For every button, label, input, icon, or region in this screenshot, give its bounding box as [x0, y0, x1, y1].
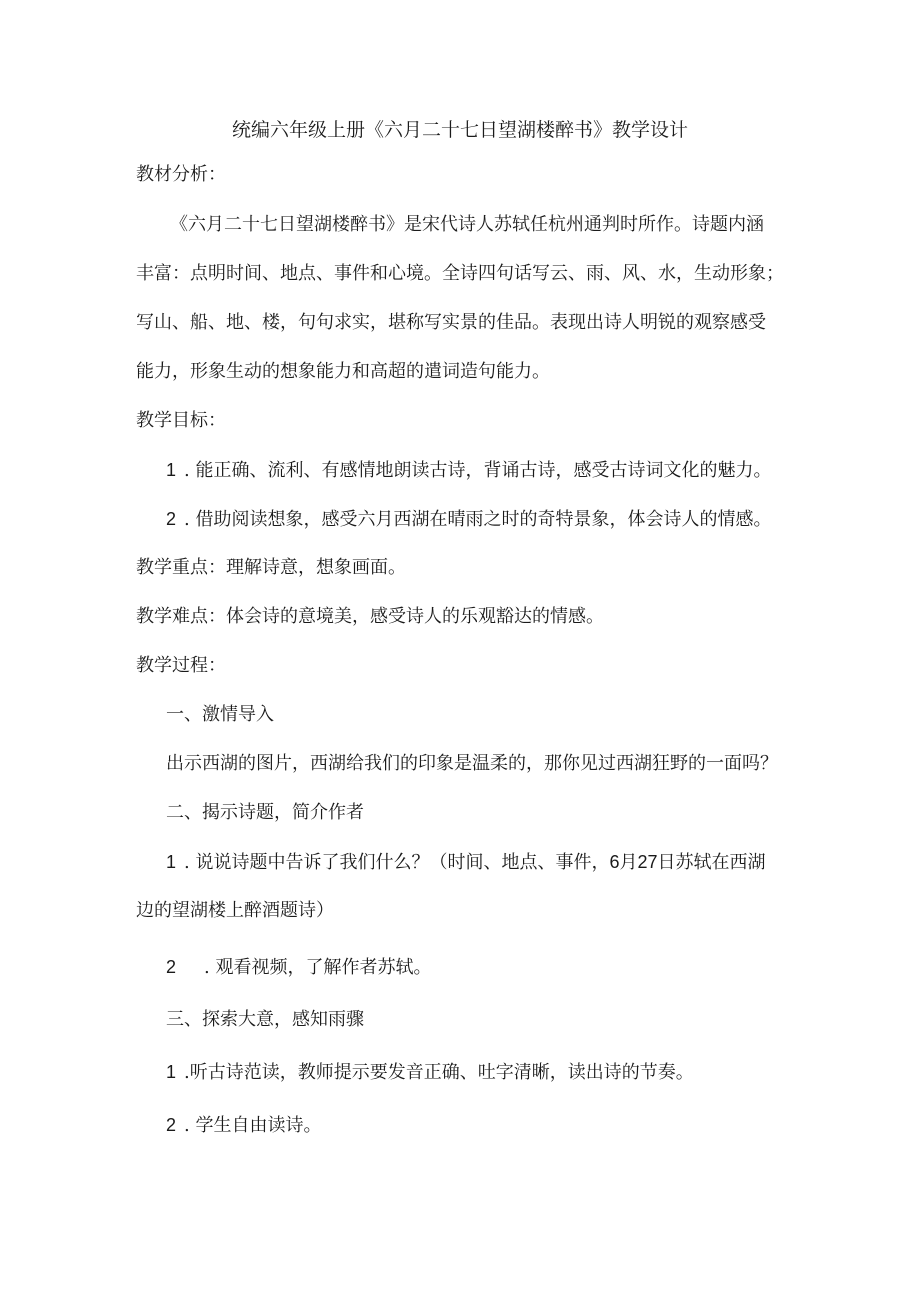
- section-2-title: 二、揭示诗题，简介作者: [166, 802, 364, 823]
- document-title: 统编六年级上册《六月二十七日望湖楼醉书》教学设计: [231, 119, 688, 141]
- process-heading: 教学过程：: [136, 655, 226, 676]
- section-3-item-1-number: 1: [166, 1062, 177, 1082]
- key-point: 教学重点：理解诗意，想象画面。: [136, 557, 406, 578]
- difficulty: 教学难点：体会诗的意境美，感受诗人的乐观豁达的情感。: [136, 606, 604, 627]
- goal-item-2-text: . 借助阅读想象，感受六月西湖在晴雨之时的奇特景象，体会诗人的情感。: [184, 509, 772, 530]
- goal-item-2-number: 2: [166, 509, 177, 529]
- section-2-item-2-text: . 观看视频，了解作者苏轼。: [204, 957, 432, 978]
- section-3-title: 三、探索大意，感知雨骤: [166, 1009, 364, 1030]
- goals-heading: 教学目标：: [136, 410, 226, 431]
- analysis-line-4: 能力，形象生动的想象能力和高超的遣词造句能力。: [136, 361, 550, 382]
- section-2-item-1-cont: 边的望湖楼上醉酒题诗）: [136, 900, 334, 921]
- analysis-line-1: 《六月二十七日望湖楼醉书》是宋代诗人苏轼任杭州通判时所作。诗题内涵: [170, 214, 764, 235]
- section-2-item-1: [166, 850, 766, 875]
- goal-item-1: [166, 458, 771, 483]
- section-3-item-1: [166, 1060, 694, 1085]
- goal-item-1-number: 1: [166, 460, 177, 480]
- section-1-title: 一、激情导入: [166, 704, 274, 725]
- section-2-item-1-text-a: . 说说诗题中告诉了我们什么？（时间、地点、事件，: [184, 852, 610, 873]
- section-3-item-2: [166, 1113, 321, 1138]
- section-3-item-2-text: . 学生自由读诗。: [184, 1115, 322, 1136]
- section-2-item-1-text-c: 日苏轼在西湖: [657, 852, 766, 873]
- section-3-item-1-text: .听古诗范读，教师提示要发音正确、吐字清晰，读出诗的节奏。: [184, 1062, 694, 1083]
- analysis-line-2: 丰富：点明时间、地点、事件和心境。全诗四句话写云、雨、风、水，生动形象；: [136, 263, 784, 284]
- goal-item-1-text: . 能正确、流利、有感情地朗读古诗，背诵古诗，感受古诗词文化的魅力。: [184, 460, 772, 481]
- section-2-item-1-date: 6月27: [609, 852, 658, 872]
- section-1-text: 出示西湖的图片，西湖给我们的印象是温柔的，那你见过西湖狂野的一面吗？: [166, 753, 778, 774]
- analysis-heading: 教材分析：: [136, 164, 226, 185]
- section-3-item-2-number: 2: [166, 1115, 177, 1135]
- section-2-item-2-number: 2: [166, 957, 177, 977]
- section-2-item-1-number: 1: [166, 852, 177, 872]
- goal-item-2: [166, 507, 771, 532]
- section-2-item-2: [166, 955, 431, 980]
- analysis-line-3: 写山、船、地、楼，句句求实，堪称写实景的佳品。表现出诗人明锐的观察感受: [136, 312, 766, 333]
